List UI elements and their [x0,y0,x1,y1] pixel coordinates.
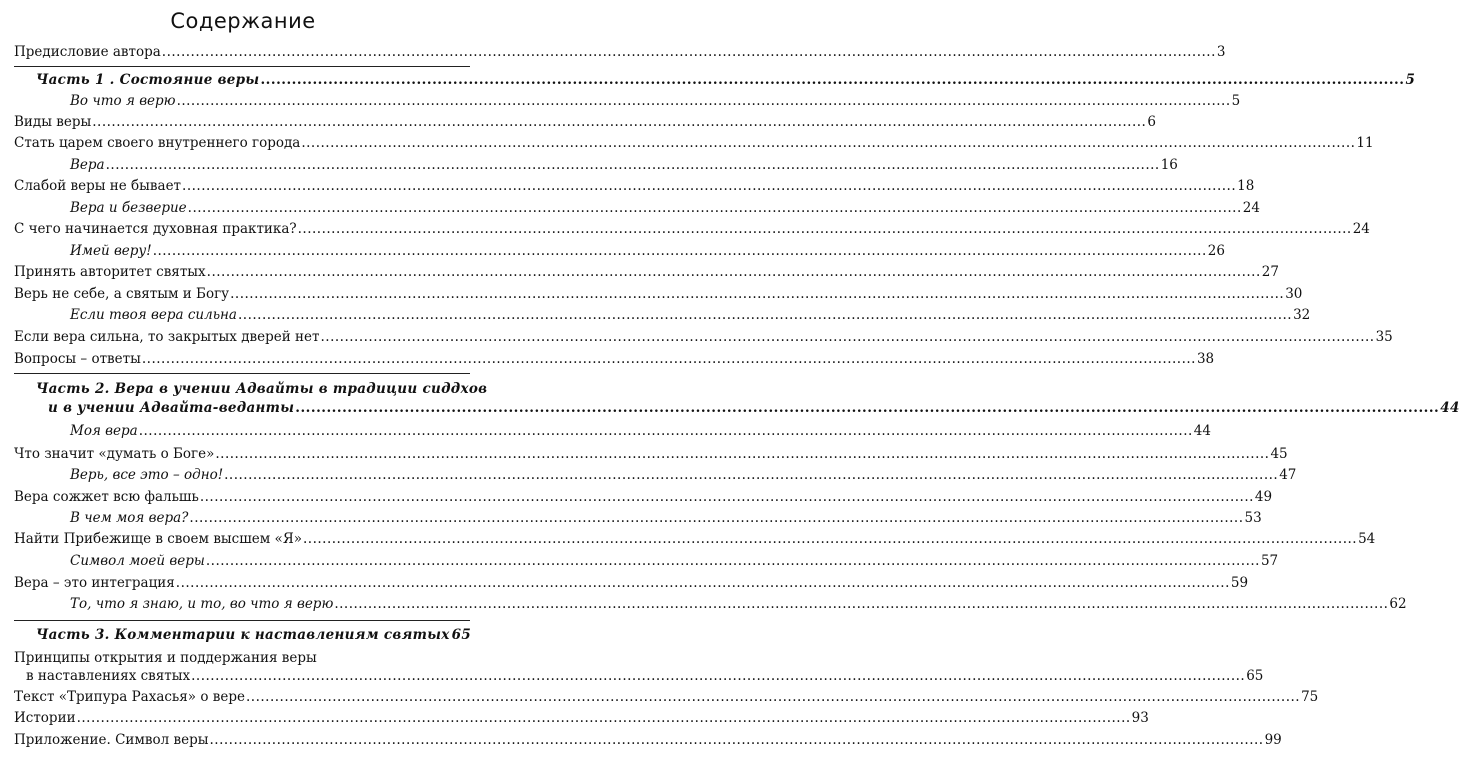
toc-entry-title: Виды веры [14,114,92,130]
toc-entry[interactable] [70,423,1211,439]
toc-page-number: 53 [1244,510,1262,526]
toc-page-number: 54 [1358,531,1376,547]
dot-leader: ............................................................................................................................................................................................................................ [191,668,1246,684]
toc-page-number: 24 [1352,221,1370,237]
toc-entry-title: Вера и безверие [70,200,187,216]
toc-entry-title-line1: Принципы открытия и поддержания веры [14,650,317,666]
toc-entry-title: Стать царем своего внутреннего города [14,135,301,151]
dot-leader: ............................................................................................................................................................................................................................ [161,44,1216,60]
toc-entry[interactable] [14,178,1255,194]
dot-leader: ............................................................................................................................................................................................................................ [320,329,1375,345]
toc-page-number: 93 [1131,710,1149,726]
toc-entry-title: Если твоя вера сильна [70,307,237,323]
toc-page-number: 65 [451,627,472,643]
dot-leader: ............................................................................................................................................................................................................................ [138,423,1193,439]
dot-leader: ............................................................................................................................................................................................................................ [175,575,1230,591]
toc-entry[interactable] [70,553,1279,569]
toc-page-number: 11 [1356,135,1374,151]
toc-entry[interactable] [14,44,1226,60]
dot-leader: ............................................................................................................................................................................................................................ [152,243,1207,259]
toc-entry[interactable] [14,135,1374,151]
toc-page-number: 16 [1160,157,1178,173]
toc-entry[interactable] [70,200,1260,216]
dot-leader: ............................................................................................................................................................................................................................ [187,200,1242,216]
toc-entry[interactable] [14,689,1319,705]
dot-leader: ............................................................................................................................................................................................................................ [224,467,1279,483]
toc-entry[interactable] [14,114,1156,130]
toc-entry-title: Часть 1 . Состояние веры [36,72,260,88]
toc-page-number: 44 [1193,423,1211,439]
toc-entry-title: Истории [14,710,76,726]
toc-page-number: 26 [1207,243,1225,259]
toc-entry[interactable] [14,351,1215,367]
toc-entry-title: Вера – это интеграция [14,575,175,591]
toc-page-number: 3 [1216,44,1226,60]
toc-page-number: 24 [1242,200,1260,216]
toc-entry[interactable] [70,467,1297,483]
toc-page-number: 27 [1261,264,1279,280]
toc-entry-title: Во что я верю [70,93,176,109]
section-divider [14,373,470,374]
toc-entry[interactable] [14,575,1249,591]
toc-entry-title: Если вера сильна, то закрытых дверей нет [14,329,320,345]
dot-leader: ............................................................................................................................................................................................................................ [215,446,1270,462]
toc-page-number: 35 [1375,329,1393,345]
toc-entry[interactable] [70,596,1407,612]
toc-entry-title: Текст «Трипура Рахасья» о вере [14,689,245,705]
toc-page-number: 62 [1389,596,1407,612]
toc-entry[interactable] [70,157,1178,173]
section-divider [14,620,470,621]
toc-entry-title: Приложение. Символ веры [14,732,209,748]
dot-leader: ............................................................................................................................................................................................................................ [295,400,1440,416]
toc-entry[interactable] [14,732,1282,748]
toc-page-number: 57 [1260,553,1279,569]
toc-entry-title: в наставлениях святых [26,668,191,684]
page-title: Содержание [170,9,316,33]
toc-entry[interactable] [14,710,1149,726]
toc-page-number: 65 [1246,668,1264,684]
dot-leader: ............................................................................................................................................................................................................................ [237,307,1293,323]
toc-entry-title-line1: Часть 2. Вера в учении Адвайты в традиции сиддхов [36,381,488,397]
toc-entry[interactable] [70,93,1241,109]
toc-page-number: 6 [1147,114,1156,130]
toc-page-number: 99 [1264,732,1282,748]
toc-entry-title: То, что я знаю, и то, во что я верю [70,596,334,612]
toc-page-number: 5 [1405,72,1416,88]
toc-part-heading[interactable] [36,627,470,643]
dot-leader: ............................................................................................................................................................................................................................ [297,221,1352,237]
toc-entry[interactable] [14,531,1376,547]
toc-entry-title: Часть 3. Комментарии к наставлениям святых [36,627,450,643]
toc-entry[interactable] [26,668,1264,684]
toc-page-number: 32 [1293,307,1311,323]
dot-leader: ............................................................................................................................................................................................................................ [301,135,1356,151]
dot-leader: ............................................................................................................................................................................................................................ [105,157,1160,173]
toc-page-number: 75 [1301,689,1319,705]
toc-part-heading[interactable] [48,400,1460,416]
toc-entry[interactable] [14,221,1370,237]
dot-leader: ............................................................................................................................................................................................................................ [302,531,1358,547]
dot-leader: ............................................................................................................................................................................................................................ [206,264,1261,280]
toc-page-number: 5 [1231,93,1241,109]
dot-leader: ............................................................................................................................................................................................................................ [92,114,1147,130]
toc-entry[interactable] [70,243,1225,259]
section-divider [14,66,470,67]
toc-entry-title: Верь, все это – одно! [70,467,224,483]
toc-page-number: 45 [1270,446,1288,462]
toc-page-number: 38 [1196,351,1215,367]
toc-entry-title: С чего начинается духовная практика? [14,221,297,237]
dot-leader: ............................................................................................................................................................................................................................ [189,510,1244,526]
dot-leader: ............................................................................................................................................................................................................................ [76,710,1131,726]
dot-leader: ............................................................................................................................................................................................................................ [230,286,1285,302]
dot-leader: ............................................................................................................................................................................................................................ [141,351,1196,367]
toc-entry-title: Символ моей веры [70,553,205,569]
toc-entry[interactable] [14,489,1273,505]
toc-entry[interactable] [70,307,1311,323]
toc-entry[interactable] [14,286,1303,302]
toc-entry-title: Вера [70,157,105,173]
toc-entry-title: Имей веру! [70,243,152,259]
dot-leader: ............................................................................................................................................................................................................................ [182,178,1237,194]
toc-entry-title: В чем моя вера? [70,510,189,526]
toc-entry-title: Вопросы – ответы [14,351,141,367]
toc-entry[interactable] [14,329,1393,345]
toc-entry-title: Слабой веры не бывает [14,178,182,194]
dot-leader: ............................................................................................................................................................................................................................ [176,93,1231,109]
toc-page-number: 44 [1440,400,1460,416]
toc-page-number: 18 [1237,178,1255,194]
toc-entry-title: Предисловие автора [14,44,161,60]
dot-leader: ............................................................................................................................................................................................................................ [199,489,1254,505]
toc-entry[interactable] [70,510,1262,526]
toc-entry[interactable] [14,264,1279,280]
toc-entry-title: Что значит «думать о Боге» [14,446,215,462]
toc-entry-title: Принять авторитет святых [14,264,206,280]
toc-entry-title: Найти Прибежище в своем высшем «Я» [14,531,302,547]
toc-page-number: 30 [1285,286,1303,302]
toc-page-number: 59 [1230,575,1249,591]
toc-page-number: 49 [1254,489,1273,505]
toc-page-number: 47 [1279,467,1297,483]
toc-entry-title: Вера сожжет всю фальшь [14,489,199,505]
toc-entry-title: Верь не себе, а святым и Богу [14,286,230,302]
toc-entry[interactable] [14,446,1288,462]
toc-entry-title: и в учении Адвайта-веданты [48,400,295,416]
toc-part-heading[interactable] [36,72,1416,88]
dot-leader: ............................................................................................................................................................................................................................ [205,553,1260,569]
dot-leader: ............................................................................................................................................................................................................................ [334,596,1389,612]
dot-leader: ............................................................................................................................................................................................................................ [209,732,1264,748]
dot-leader: ............................................................................................................................................................................................................................ [246,689,1301,705]
dot-leader: ............................................................................................................................................................................................................................ [260,72,1405,88]
toc-entry-title: Моя вера [70,423,138,439]
